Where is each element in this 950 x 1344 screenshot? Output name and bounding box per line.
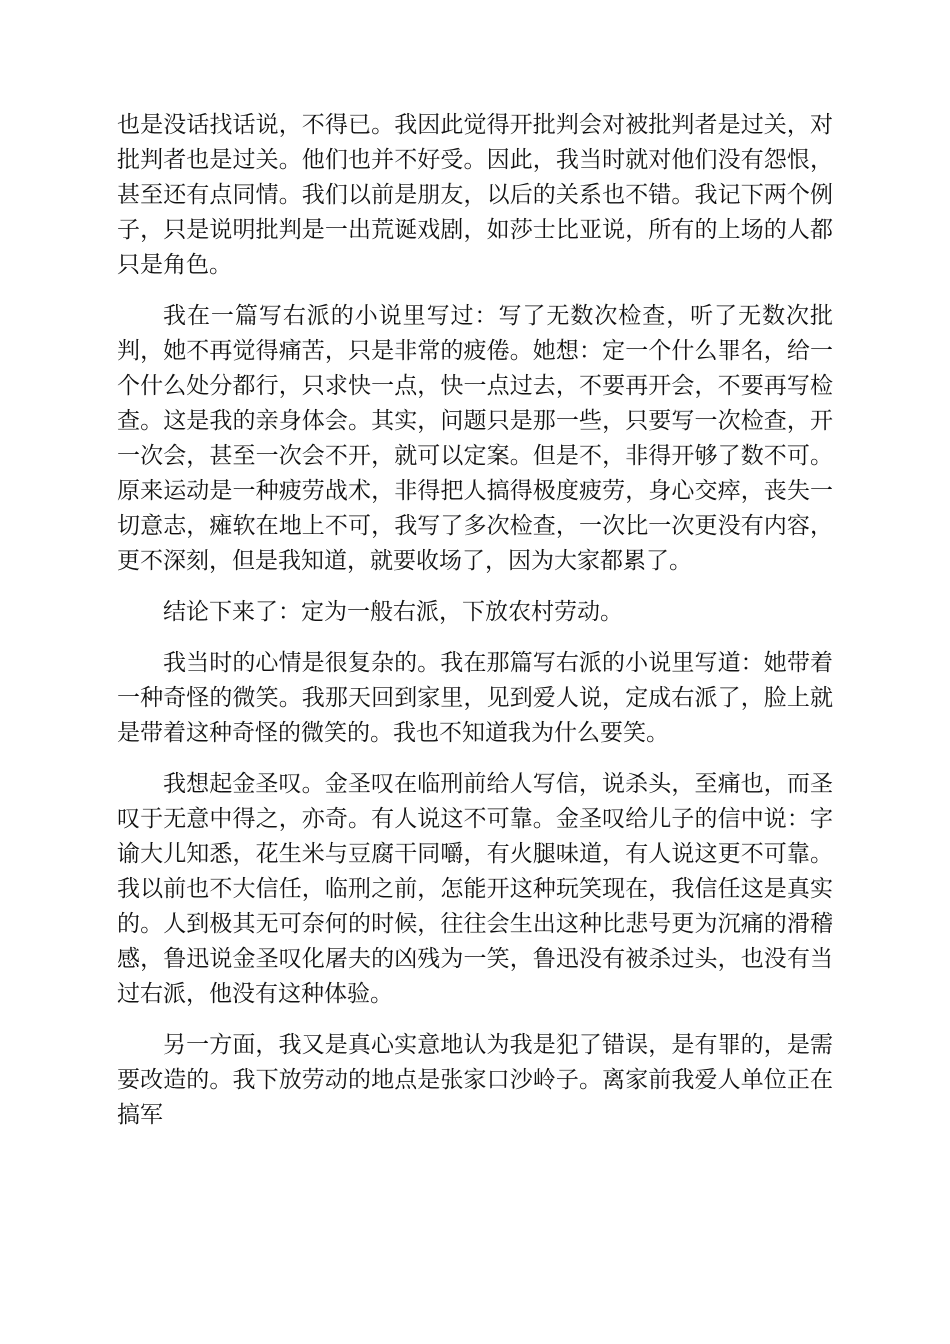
paragraph-4: 我当时的心情是很复杂的。我在那篇写右派的小说里写道：她带着一种奇怪的微笑。我那天回到家里，见到爱人说，定成右派了，脸上就是带着这种奇怪的微笑的。我也不知道我为什么要笑。 <box>117 650 833 746</box>
paragraph-6: 另一方面，我又是真心实意地认为我是犯了错误，是有罪的，是需要改造的。我下放劳动的地点是张家口沙岭子。离家前我爱人单位正在搞军 <box>117 1032 833 1128</box>
document-page <box>117 108 833 1149</box>
paragraph-1: 也是没话找话说，不得已。我因此觉得开批判会对被批判者是过关，对批判者也是过关。他们也并不好受。因此，我当时就对他们没有怨恨，甚至还有点同情。我们以前是朋友，以后的关系也不错。我记下两个例子，只是说明批判是一出荒诞戏剧，如莎士比亚说，所有的上场的人都只是角色。 <box>117 112 833 278</box>
paragraph-5: 我想起金圣叹。金圣叹在临刑前给人写信，说杀头，至痛也，而圣叹于无意中得之，亦奇。有人说这不可靠。金圣叹给儿子的信中说：字谕大儿知悉，花生米与豆腐干同嚼，有火腿味道，有人说这更不可靠。我以前也不大信任，临刑之前，怎能开这种玩笑现在，我信任这是真实的。人到极其无可奈何的时候，往往会生出这种比悲号更为沉痛的滑稽感，鲁迅说金圣叹化屠夫的凶残为一笑，鲁迅没有被杀过头，也没有当过右派，他没有这种体验。 <box>117 771 833 1007</box>
paragraph-2: 我在一篇写右派的小说里写过：写了无数次检查，听了无数次批判，她不再觉得痛苦，只是非常的疲倦。她想：定一个什么罪名，给一个什么处分都行，只求快一点，快一点过去，不要再开会，不要再写检查。这是我的亲身体会。其实，问题只是那一些，只要写一次检查，开一次会，甚至一次会不开，就可以定案。但是不，非得开够了数不可。原来运动是一种疲劳战术，非得把人搞得极度疲劳，身心交瘁，丧失一切意志，瘫软在地上不可，我写了多次检查，一次比一次更没有内容，更不深刻，但是我知道，就要收场了，因为大家都累了。 <box>117 303 833 574</box>
paragraph-3: 结论下来了：定为一般右派，下放农村劳动。 <box>163 599 623 625</box>
